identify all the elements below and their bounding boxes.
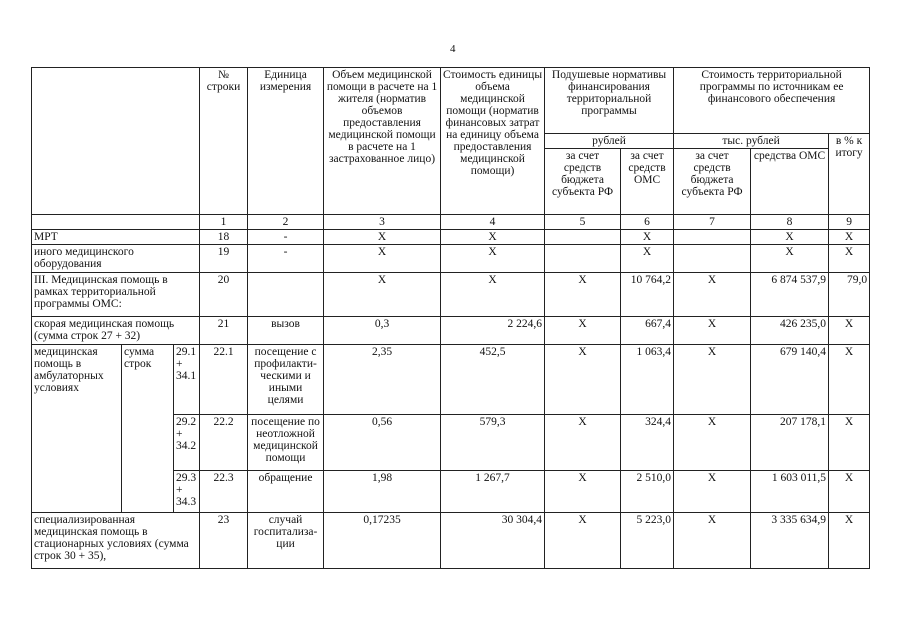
row-budget-norm: Х (545, 317, 621, 345)
table-row (32, 245, 870, 273)
row-oms-cost: 3 335 634,9 (751, 513, 829, 569)
row-number: 22.1 (200, 345, 248, 415)
row-percent: Х (829, 471, 870, 513)
col-index-7: 7 (674, 215, 751, 230)
row-number: 22.2 (200, 415, 248, 471)
row-oms-norm: 667,4 (621, 317, 674, 345)
row-number: 23 (200, 513, 248, 569)
header-budget-subject-cost: за счет средств бюджета субъекта РФ (674, 149, 751, 215)
index-empty (32, 215, 200, 230)
row-unit: - (248, 245, 324, 273)
row-percent: Х (829, 230, 870, 245)
header-program-cost: Стоимость территориальной программы по источникам ее финансового обеспечения (674, 68, 870, 134)
row-oms-cost: Х (751, 245, 829, 273)
row-budget-cost: Х (674, 273, 751, 317)
row-oms-norm: 2 510,0 (621, 471, 674, 513)
row-cost: Х (441, 230, 545, 245)
row-oms-cost: Х (751, 230, 829, 245)
row-number: 21 (200, 317, 248, 345)
table-row (32, 273, 870, 317)
row-number: 19 (200, 245, 248, 273)
row-budget-norm: Х (545, 273, 621, 317)
row-percent: Х (829, 245, 870, 273)
row-unit: обращение (248, 471, 324, 513)
row-volume: Х (324, 230, 441, 245)
col-index-6: 6 (621, 215, 674, 230)
header-rubles: рублей (545, 134, 674, 149)
row-budget-cost: Х (674, 471, 751, 513)
row-name: иного медицинского оборудования (32, 245, 200, 273)
col-index-5: 5 (545, 215, 621, 230)
table-row (32, 513, 870, 569)
row-oms-cost: 679 140,4 (751, 345, 829, 415)
row-oms-norm: 10 764,2 (621, 273, 674, 317)
col-index-9: 9 (829, 215, 870, 230)
header-unit: Единица измерения (248, 68, 324, 215)
row-unit: случай госпитализа-ции (248, 513, 324, 569)
row-sum-ref: 29.1 + 34.1 (174, 345, 200, 415)
row-name: скорая медицинская помощь (сумма строк 27 + 32) (32, 317, 200, 345)
table-row (32, 317, 870, 345)
row-oms-norm: 5 223,0 (621, 513, 674, 569)
row-percent: Х (829, 317, 870, 345)
row-percent: Х (829, 415, 870, 471)
row-oms-norm: 1 063,4 (621, 345, 674, 415)
row-volume: 0,56 (324, 415, 441, 471)
row-percent: 79,0 (829, 273, 870, 317)
header-oms-funds-norm: за счет средств ОМС (621, 149, 674, 215)
row-cost: Х (441, 273, 545, 317)
row-budget-cost: Х (674, 345, 751, 415)
row-number: 18 (200, 230, 248, 245)
header-percent-total: в % к итогу (829, 134, 870, 215)
row-budget-norm: Х (545, 471, 621, 513)
header-row-number: № строки (200, 68, 248, 215)
row-number: 22.3 (200, 471, 248, 513)
row-sum-label: сумма строк (122, 345, 174, 513)
row-budget-norm (545, 230, 621, 245)
row-volume: 0,3 (324, 317, 441, 345)
row-cost: 579,3 (441, 415, 545, 471)
row-budget-cost (674, 245, 751, 273)
row-name: III. Медицинская помощь в рамках территориальной программы ОМС: (32, 273, 200, 317)
row-name: МРТ (32, 230, 200, 245)
row-cost: Х (441, 245, 545, 273)
financing-table (31, 67, 870, 569)
table-row (32, 345, 870, 415)
row-percent: Х (829, 345, 870, 415)
row-volume: 1,98 (324, 471, 441, 513)
row-oms-cost: 207 178,1 (751, 415, 829, 471)
row-budget-cost (674, 230, 751, 245)
header-empty-cell (32, 68, 200, 215)
row-budget-cost: Х (674, 317, 751, 345)
col-index-2: 2 (248, 215, 324, 230)
row-sum-ref: 29.2 + 34.2 (174, 415, 200, 471)
row-budget-cost: Х (674, 415, 751, 471)
row-name: медицинская помощь в амбулаторных условиях (32, 345, 122, 513)
row-volume: Х (324, 273, 441, 317)
row-budget-norm: Х (545, 345, 621, 415)
header-volume: Объем медицинской помощи в расчете на 1 жителя (норматив объемов предоставления медицинской помощи в расчете на 1 застрахованное лицо) (324, 68, 441, 215)
row-oms-norm: Х (621, 245, 674, 273)
row-oms-norm: Х (621, 230, 674, 245)
row-volume: Х (324, 245, 441, 273)
row-volume: 0,17235 (324, 513, 441, 569)
row-oms-norm: 324,4 (621, 415, 674, 471)
row-budget-norm: Х (545, 513, 621, 569)
row-percent: Х (829, 513, 870, 569)
row-budget-norm: Х (545, 415, 621, 471)
col-index-4: 4 (441, 215, 545, 230)
row-number: 20 (200, 273, 248, 317)
row-unit: посещение с профилакти-ческими и иными целями (248, 345, 324, 415)
row-oms-cost: 426 235,0 (751, 317, 829, 345)
page-number: 4 (450, 43, 456, 55)
row-budget-cost: Х (674, 513, 751, 569)
row-cost: 30 304,4 (441, 513, 545, 569)
header-cost: Стоимость единицы объема медицинской помощи (норматив финансовых затрат на единицу объема предоставления медицинской помощи) (441, 68, 545, 215)
row-cost: 2 224,6 (441, 317, 545, 345)
col-index-1: 1 (200, 215, 248, 230)
header-per-capita: Подушевые нормативы финансирования территориальной программы (545, 68, 674, 134)
row-unit: - (248, 230, 324, 245)
header-budget-subject: за счет средств бюджета субъекта РФ (545, 149, 621, 215)
row-cost: 452,5 (441, 345, 545, 415)
table-row (32, 230, 870, 245)
row-name: специализированная медицинская помощь в стационарных условиях (сумма строк 30 + 35), (32, 513, 200, 569)
col-index-3: 3 (324, 215, 441, 230)
col-index-8: 8 (751, 215, 829, 230)
header-thousand-rubles: тыс. рублей (674, 134, 829, 149)
row-budget-norm (545, 245, 621, 273)
row-oms-cost: 6 874 537,9 (751, 273, 829, 317)
row-volume: 2,35 (324, 345, 441, 415)
row-unit: посещение по неотложной медицинской помощи (248, 415, 324, 471)
header-oms-funds: средства ОМС (751, 149, 829, 215)
row-cost: 1 267,7 (441, 471, 545, 513)
row-oms-cost: 1 603 011,5 (751, 471, 829, 513)
row-unit: вызов (248, 317, 324, 345)
row-unit (248, 273, 324, 317)
row-sum-ref: 29.3 + 34.3 (174, 471, 200, 513)
